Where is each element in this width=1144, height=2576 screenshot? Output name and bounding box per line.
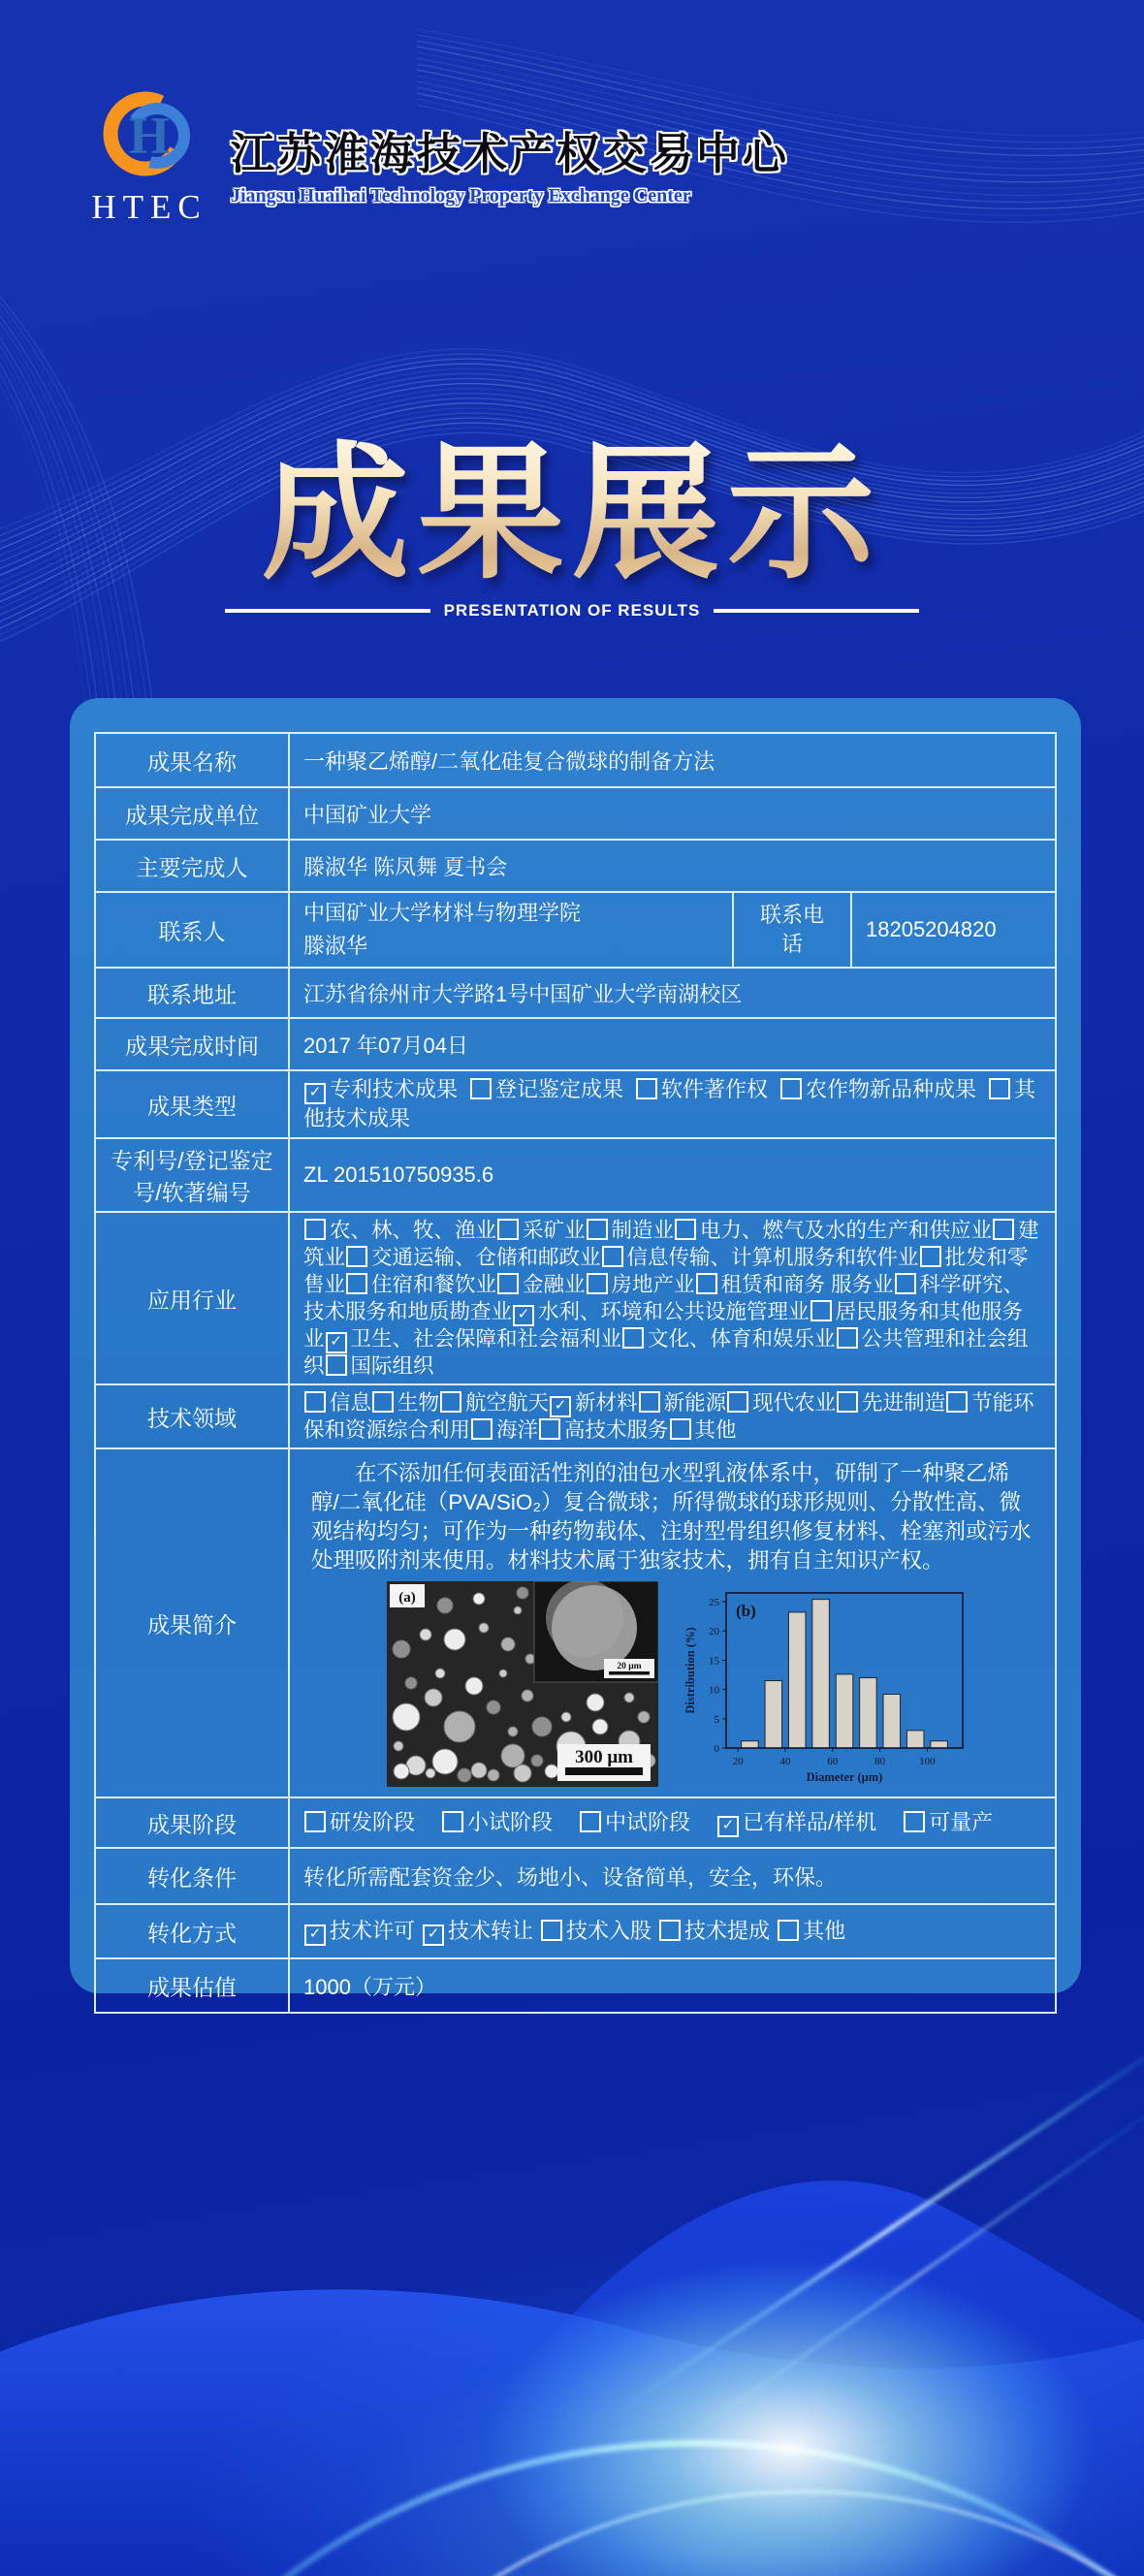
checkbox-item — [371, 1391, 439, 1415]
unchecked-checkbox-icon — [904, 1811, 925, 1832]
checkbox-item — [345, 1246, 601, 1269]
row-industry — [95, 1212, 1056, 1384]
checkbox-label: 采矿业 — [523, 1219, 586, 1242]
row-label: 应用行业 — [95, 1212, 289, 1384]
checkbox-label: 农作物新品种成果 — [806, 1077, 977, 1101]
unchecked-checkbox-icon — [895, 1273, 916, 1294]
checkbox-item — [579, 1810, 690, 1834]
contact-value — [289, 892, 733, 968]
row-label: 专利号/登记鉴定号/软著编号 — [95, 1138, 289, 1212]
unchecked-checkbox-icon — [920, 1246, 941, 1267]
checkbox-label: 先进制造 — [862, 1391, 946, 1415]
checkbox-label: 租赁和商务 服务业 — [720, 1273, 894, 1296]
org-name-english: Jiangsu Huaihai Technology Property Exchange Center — [231, 185, 691, 207]
row-value: 转化所需配套资金少、场地小、设备简单，安全，环保。 — [289, 1848, 1056, 1904]
checkbox-item — [836, 1391, 945, 1415]
row-label: 技术领域 — [95, 1384, 289, 1448]
row-valuation — [95, 1958, 1056, 2013]
histogram-bar — [812, 1600, 830, 1748]
row-label: 成果类型 — [95, 1070, 289, 1138]
svg-text:H: H — [128, 107, 171, 165]
checked-checkbox-icon: ✓ — [717, 1816, 739, 1837]
checkbox-label: 电力、燃气及水的生产和供应业 — [700, 1219, 993, 1242]
checkbox-label: 科学研究、技术服务和地质勘查业 — [303, 1273, 1025, 1323]
checkbox-label: 可量产 — [929, 1810, 994, 1834]
row-contact — [95, 892, 1056, 968]
histogram-bar — [931, 1741, 948, 1748]
checkbox-item — [695, 1273, 894, 1296]
checkbox-label: 建筑业 — [303, 1219, 1039, 1269]
unchecked-checkbox-icon — [539, 1418, 560, 1440]
row-label: 成果完成时间 — [95, 1018, 289, 1070]
unchecked-checkbox-icon — [670, 1418, 691, 1440]
unchecked-checkbox-icon — [346, 1246, 367, 1267]
checkbox-item — [470, 1418, 538, 1442]
checkbox-item — [439, 1391, 549, 1415]
achievement-info-table — [94, 732, 1057, 2014]
checkbox-item — [621, 1327, 836, 1351]
checkbox-item — [586, 1219, 675, 1242]
unchecked-checkbox-icon — [304, 1811, 326, 1832]
checkbox-label: 金融业 — [523, 1273, 586, 1296]
checkbox-label: 新能源 — [663, 1391, 727, 1415]
checkbox-label: 文化、体育和娱乐业 — [648, 1327, 836, 1351]
checkbox-label: 交通运输、仓储和邮政业 — [371, 1246, 601, 1269]
checkbox-item — [512, 1300, 810, 1323]
checkbox-label: 技术转让 — [448, 1919, 534, 1943]
row-value: 中国矿业大学 — [289, 787, 1056, 840]
bottom-wave-hills — [0, 2036, 1144, 2576]
checkbox-label: 登记鉴定成果 — [495, 1077, 624, 1101]
checkbox-item — [303, 1919, 415, 1943]
unchecked-checkbox-icon — [727, 1391, 748, 1413]
checkbox-label: 研发阶段 — [330, 1810, 416, 1834]
y-tick-label: 10 — [709, 1684, 719, 1697]
y-tick-label: 25 — [709, 1597, 719, 1609]
y-tick-label: 5 — [714, 1713, 719, 1726]
row-label: 成果简介 — [95, 1448, 289, 1797]
checkbox-label: 小试阶段 — [467, 1810, 554, 1834]
histogram-bar — [883, 1694, 901, 1748]
phone-value: 18205204820 — [851, 892, 1056, 968]
unchecked-checkbox-icon — [946, 1391, 968, 1413]
unchecked-checkbox-icon — [837, 1391, 858, 1413]
row-method — [95, 1904, 1056, 1958]
checked-checkbox-icon: ✓ — [423, 1924, 444, 1946]
checkbox-item — [303, 1077, 458, 1101]
row-label: 主要完成人 — [95, 840, 289, 892]
row-label: 成果阶段 — [95, 1797, 289, 1848]
checkbox-item — [777, 1919, 845, 1943]
checkbox-label: 软件著作权 — [661, 1077, 769, 1101]
phone-label: 联系电话 — [759, 903, 824, 956]
checkbox-label: 批发和零售业 — [303, 1246, 1029, 1296]
checkbox-item — [303, 1391, 371, 1415]
checkbox-item — [303, 1219, 496, 1242]
checkbox-item — [303, 1810, 415, 1834]
method-checkbox-group — [303, 1917, 1041, 1946]
y-tick-label: 0 — [714, 1743, 719, 1755]
y-tick-label: 15 — [709, 1655, 719, 1668]
unchecked-checkbox-icon — [304, 1391, 326, 1413]
checkbox-item — [496, 1219, 586, 1242]
unchecked-checkbox-icon — [659, 1920, 681, 1941]
checkbox-label: 水利、环境和公共设施管理业 — [538, 1300, 810, 1323]
checked-checkbox-icon: ✓ — [513, 1305, 534, 1326]
checkbox-label: 海洋 — [496, 1418, 539, 1442]
unchecked-checkbox-icon — [497, 1273, 519, 1294]
checkbox-item — [635, 1077, 768, 1101]
row-label: 转化条件 — [95, 1848, 289, 1904]
checkbox-label: 其他 — [694, 1418, 737, 1442]
checkbox-label: 生物 — [397, 1391, 440, 1415]
intro-figures — [387, 1581, 1041, 1787]
x-tick-label: 60 — [827, 1756, 839, 1767]
checkbox-item — [779, 1077, 976, 1101]
htec-logo — [93, 85, 206, 227]
histogram-bar — [906, 1731, 924, 1748]
unchecked-checkbox-icon — [541, 1920, 562, 1941]
row-people — [95, 840, 1056, 892]
unchecked-checkbox-icon — [497, 1219, 519, 1240]
unchecked-checkbox-icon — [470, 1078, 492, 1099]
unchecked-checkbox-icon — [580, 1811, 601, 1832]
checkbox-item — [345, 1273, 496, 1296]
row-value: 滕淑华 陈凤舞 夏书会 — [289, 840, 1056, 892]
type-checkbox-group — [303, 1075, 1041, 1133]
checkbox-item — [496, 1273, 586, 1296]
page-title: 成果展示 — [0, 432, 1144, 597]
histogram-bar — [765, 1681, 782, 1748]
intro-cell — [289, 1448, 1056, 1797]
checkbox-item — [586, 1273, 695, 1296]
row-label: 成果完成单位 — [95, 787, 289, 840]
histogram-bar — [788, 1612, 806, 1748]
unchecked-checkbox-icon — [780, 1078, 802, 1099]
row-label: 成果估值 — [95, 1958, 289, 2013]
unchecked-checkbox-icon — [372, 1391, 394, 1413]
unchecked-checkbox-icon — [993, 1219, 1014, 1240]
histogram-bar — [836, 1674, 853, 1748]
checkbox-label: 航空航天 — [465, 1391, 550, 1415]
org-title — [231, 85, 789, 207]
row-date — [95, 1018, 1056, 1070]
subtitle-line — [225, 609, 430, 613]
checkbox-label: 中试阶段 — [605, 1810, 691, 1834]
bottom-glow — [0, 2084, 1144, 2576]
field-checkbox-group — [303, 1389, 1041, 1444]
checkbox-label: 其他 — [803, 1919, 846, 1943]
checkbox-item — [538, 1418, 669, 1442]
unchecked-checkbox-icon — [587, 1273, 608, 1294]
fig-b-panel-label: (b) — [736, 1602, 756, 1620]
intro-text: 在不添加任何表面活性剂的油包水型乳液体系中，研制了一种聚乙烯醇/二氧化硅（PVA/SiO₂）复合微球；所得微球的球形规则、分散性高、微观结构均匀；可作为一种药物载体、注射型骨组织修复材料、栓塞剂或污水处理吸附剂来使用。材料技术属于独家技术，拥有自主知识产权。 — [311, 1461, 1032, 1573]
checkbox-label: 专利技术成果 — [330, 1077, 459, 1101]
checkbox-item — [669, 1418, 737, 1442]
row-value: 江苏省徐州市大学路1号中国矿业大学南湖校区 — [289, 968, 1056, 1018]
row-name — [95, 733, 1056, 787]
unchecked-checkbox-icon — [636, 1078, 657, 1099]
row-value: 一种聚乙烯醇/二氧化硅复合微球的制备方法 — [289, 733, 1056, 787]
unchecked-checkbox-icon — [675, 1219, 696, 1240]
org-name-chinese: 江苏淮海技术产权交易中心 — [231, 130, 790, 178]
x-tick-label: 80 — [874, 1756, 886, 1767]
row-address — [95, 968, 1056, 1018]
contact-org: 中国矿业大学材料与物理学院 — [303, 901, 582, 925]
checkbox-label: 技术入股 — [566, 1919, 652, 1943]
unchecked-checkbox-icon — [602, 1246, 623, 1267]
subtitle-line — [714, 609, 919, 613]
unchecked-checkbox-icon — [471, 1418, 493, 1440]
header — [93, 85, 789, 227]
unchecked-checkbox-icon — [326, 1354, 347, 1376]
checkbox-label: 技术许可 — [330, 1919, 416, 1943]
inset-scale-label: 20 μm — [617, 1662, 642, 1671]
checkbox-label: 信息传输、计算机服务和软件业 — [626, 1246, 919, 1269]
industry-checkbox-group — [303, 1217, 1041, 1380]
checkbox-item — [601, 1246, 919, 1269]
checked-checkbox-icon: ✓ — [304, 1083, 326, 1104]
checkbox-label: 高技术服务 — [564, 1418, 669, 1442]
unchecked-checkbox-icon — [837, 1327, 858, 1349]
row-label: 转化方式 — [95, 1904, 289, 1958]
checkbox-label: 现代农业 — [752, 1391, 837, 1415]
checkbox-item — [441, 1810, 553, 1834]
y-tick-label: 20 — [709, 1626, 719, 1638]
checkbox-item — [638, 1391, 727, 1415]
x-tick-label: 40 — [779, 1756, 791, 1767]
fig-a-panel-label: (a) — [398, 1590, 416, 1606]
unchecked-checkbox-icon — [440, 1391, 461, 1413]
checkbox-label: 公共管理和社会组织 — [303, 1327, 1029, 1378]
histogram-bar — [860, 1678, 877, 1748]
unchecked-checkbox-icon — [346, 1273, 367, 1294]
checked-checkbox-icon: ✓ — [326, 1332, 347, 1353]
row-label: 联系人 — [95, 892, 289, 968]
checkbox-label: 信息 — [330, 1391, 372, 1415]
checkbox-label: 房地产业 — [611, 1273, 695, 1296]
checkbox-label: 其他技术成果 — [303, 1077, 1036, 1130]
phone-label-cell — [733, 892, 851, 968]
unchecked-checkbox-icon — [304, 1219, 326, 1240]
histogram-bar — [742, 1741, 759, 1748]
x-tick-label: 100 — [919, 1756, 936, 1767]
page-subtitle — [0, 601, 1144, 620]
sem-micrograph-figure — [387, 1581, 658, 1787]
x-axis-label: Diameter (μm) — [806, 1770, 883, 1784]
checkbox-item — [658, 1919, 770, 1943]
checkbox-label: 居民服务和其他服务业 — [303, 1300, 1024, 1351]
stage-checkbox-group — [303, 1808, 1041, 1837]
unchecked-checkbox-icon — [442, 1811, 463, 1832]
unchecked-checkbox-icon — [810, 1300, 832, 1321]
row-type — [95, 1070, 1056, 1138]
checkbox-label: 新材料 — [575, 1391, 638, 1415]
row-intro — [95, 1448, 1056, 1797]
checkbox-item — [716, 1810, 876, 1834]
title-block — [0, 432, 1144, 620]
row-value: 1000（万元） — [289, 1958, 1056, 2013]
checkbox-item — [903, 1810, 993, 1834]
row-field — [95, 1384, 1056, 1448]
checkbox-item — [422, 1919, 533, 1943]
row-label: 联系地址 — [95, 968, 289, 1018]
unchecked-checkbox-icon — [587, 1219, 608, 1240]
checkbox-label: 制造业 — [611, 1219, 675, 1242]
checkbox-label: 技术提成 — [684, 1919, 771, 1943]
htec-logo-mark-icon — [99, 85, 200, 186]
checkbox-item — [549, 1391, 638, 1415]
checkbox-item — [674, 1219, 992, 1242]
checkbox-item — [325, 1327, 622, 1351]
unchecked-checkbox-icon — [639, 1391, 660, 1413]
checkbox-label: 农、林、牧、渔业 — [330, 1219, 497, 1242]
checkbox-item — [540, 1919, 651, 1943]
unchecked-checkbox-icon — [989, 1078, 1010, 1099]
checkbox-label: 住宿和餐饮业 — [371, 1273, 497, 1296]
checkbox-item — [469, 1077, 623, 1101]
row-unit — [95, 787, 1056, 840]
fig-a-scale-label: 300 μm — [575, 1747, 633, 1767]
contact-person: 滕淑华 — [303, 934, 368, 958]
checkbox-item — [325, 1354, 434, 1378]
checkbox-label: 节能环保和资源综合利用 — [303, 1391, 1034, 1442]
checkbox-item — [726, 1391, 836, 1415]
size-distribution-histogram — [682, 1581, 992, 1787]
row-value: ZL 201510750935.6 — [289, 1138, 1056, 1212]
info-panel — [70, 698, 1081, 2000]
row-patent — [95, 1138, 1056, 1212]
y-axis-label: Distribution (%) — [683, 1627, 697, 1714]
unchecked-checkbox-icon — [696, 1273, 717, 1294]
row-value: 2017 年07月04日 — [289, 1018, 1056, 1070]
row-label: 成果名称 — [95, 733, 289, 787]
checked-checkbox-icon: ✓ — [550, 1396, 571, 1417]
unchecked-checkbox-icon — [622, 1327, 644, 1349]
checkbox-label: 国际组织 — [350, 1354, 434, 1378]
checked-checkbox-icon: ✓ — [304, 1924, 326, 1946]
checkbox-label: 卫生、社会保障和社会福利业 — [350, 1327, 622, 1351]
unchecked-checkbox-icon — [778, 1920, 799, 1941]
row-condition — [95, 1848, 1056, 1904]
x-tick-label: 20 — [732, 1756, 744, 1767]
row-stage — [95, 1797, 1056, 1848]
subtitle-text: PRESENTATION OF RESULTS — [443, 601, 701, 620]
checkbox-label: 已有样品/样机 — [743, 1810, 877, 1834]
logo-text: HTEC — [91, 188, 207, 226]
